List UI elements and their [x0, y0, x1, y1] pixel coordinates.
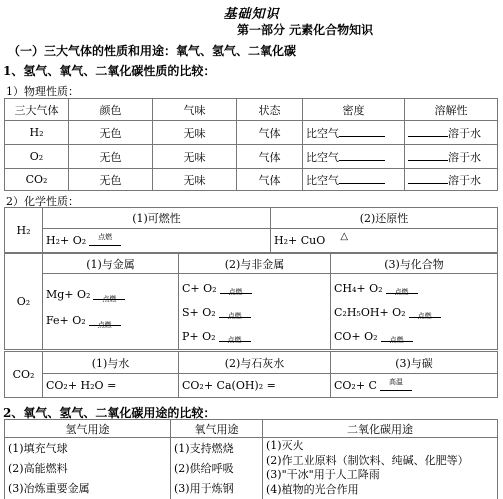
solubility-value: 溶于水 [448, 150, 481, 164]
equation-ethanol: C₂H₅OH+ O₂ [334, 306, 406, 319]
h2-prop-reducibility: (2)还原性 [271, 208, 498, 229]
h2-equation-2: H₂+ CuO [274, 234, 326, 247]
header-o2-uses: 氧气用途 [171, 420, 263, 438]
h2-equation-cell [43, 229, 271, 253]
o2-label: O₂ [5, 254, 43, 350]
q1-heading: 1、氢气、氧气、二氧化碳性质的比较： [3, 64, 216, 78]
solubility-blank [408, 127, 448, 137]
co2-prop-carbon: (3)与碳 [331, 352, 498, 374]
section-heading: （一）三大气体的性质和用途：氧气、氢气、二氧化碳 [8, 44, 297, 58]
equation-fe: Fe+ O₂ [46, 314, 86, 327]
o2-nonmetal-cell [179, 274, 331, 350]
physical-heading: 1）物理性质： [6, 85, 79, 98]
ignite-condition [219, 331, 251, 343]
list-item: (2)作工业原料（制饮料、纯碱、化肥等） [266, 453, 469, 467]
part-subtitle: 第一部分 元素化合物知识 [237, 23, 374, 37]
o2-uses-cell [171, 438, 263, 499]
h2-equation-cell [271, 229, 498, 253]
list-item: (1)灭火 [266, 439, 304, 452]
density-cell [303, 121, 405, 145]
table-row [5, 145, 498, 169]
condition-label: 点燃 [227, 312, 242, 320]
condition-label: 点燃 [228, 288, 243, 296]
ignite-condition [381, 331, 413, 343]
equation-s: S+ O₂ [182, 306, 216, 319]
q2-heading: 2、氧气、氢气、二氧化碳用途的比较： [3, 406, 216, 420]
o2-metal-cell [43, 274, 179, 350]
co2-prop-water: (1)与水 [43, 352, 179, 374]
heat-condition [328, 231, 360, 247]
density-blank [339, 174, 385, 184]
header-density: 密度 [303, 99, 405, 121]
list-item: (3)"干冰"用于人工降雨 [266, 468, 380, 481]
solubility-cell [405, 169, 498, 191]
list-item: (2)供给呼吸 [174, 462, 234, 475]
co2-equation-carbon: CO₂+ C [334, 379, 377, 392]
solubility-value: 溶于水 [448, 126, 481, 140]
header-smell: 气味 [153, 99, 237, 121]
solubility-blank [408, 174, 448, 184]
color-value: 无色 [69, 169, 153, 191]
condition-label: 高温 [388, 378, 403, 386]
solubility-value: 溶于水 [448, 173, 481, 187]
density-value: 比空气 [306, 126, 339, 140]
co2-equation-carbon-cell [331, 374, 498, 398]
co2-label: CO₂ [5, 352, 43, 398]
o2-prop-nonmetal: (2)与非金属 [179, 254, 331, 274]
h2-chemical-table [4, 207, 498, 253]
smell-value: 无味 [153, 169, 237, 191]
o2-compound-cell [331, 274, 498, 350]
density-cell [303, 145, 405, 169]
ignite-condition [386, 283, 418, 295]
condition-label: △ [340, 231, 349, 242]
ignite-condition [219, 307, 251, 319]
list-item: (2)高能燃料 [8, 462, 68, 475]
o2-chemical-table [4, 253, 498, 350]
ignite-condition [220, 283, 252, 295]
condition-label: 点燃 [227, 336, 242, 344]
h2-equation-1: H₂+ O₂ [46, 234, 87, 247]
condition-label: 点燃 [102, 295, 117, 303]
equation-mg: Mg+ O₂ [46, 288, 91, 301]
table-row [5, 121, 498, 145]
ignite-condition [409, 307, 441, 319]
chemical-heading: 2）化学性质： [6, 195, 79, 208]
ignite-condition [89, 315, 121, 327]
header-gas: 三大气体 [5, 99, 69, 121]
list-item: (1)填充气球 [8, 442, 68, 455]
h2-prop-combustibility: (1)可燃性 [43, 208, 271, 229]
condition-label: 点燃 [417, 312, 432, 320]
equation-co: CO+ O₂ [334, 330, 378, 343]
density-cell [303, 169, 405, 191]
list-item: (1)支持燃烧 [174, 442, 234, 455]
equation-ch4: CH₄+ O₂ [334, 282, 383, 295]
gas-name: H₂ [5, 121, 69, 145]
gas-name: CO₂ [5, 169, 69, 191]
co2-uses-cell [263, 438, 498, 499]
gas-name: O₂ [5, 145, 69, 169]
density-value: 比空气 [306, 150, 339, 164]
density-value: 比空气 [306, 173, 339, 187]
state-value: 气体 [237, 145, 303, 169]
header-color: 颜色 [69, 99, 153, 121]
physical-header-row [5, 99, 498, 121]
solubility-cell [405, 121, 498, 145]
uses-table [4, 419, 498, 499]
density-blank [339, 127, 385, 137]
h2-uses-cell [5, 438, 171, 499]
co2-chemical-table [4, 351, 498, 398]
solubility-blank [408, 151, 448, 161]
color-value: 无色 [69, 145, 153, 169]
ignite-condition [89, 235, 121, 247]
smell-value: 无味 [153, 145, 237, 169]
co2-prop-limewater: (2)与石灰水 [179, 352, 331, 374]
header-h2-uses: 氢气用途 [5, 420, 171, 438]
physical-table [4, 98, 498, 191]
list-item: (4)植物的光合作用 [266, 482, 359, 496]
solubility-cell [405, 145, 498, 169]
list-item: (3)冶炼重要金属 [8, 482, 90, 495]
table-row [5, 169, 498, 191]
o2-prop-metal: (1)与金属 [43, 254, 179, 274]
condition-label: 点燃 [98, 233, 113, 241]
state-value: 气体 [237, 169, 303, 191]
header-solubility: 溶解性 [405, 99, 498, 121]
state-value: 气体 [237, 121, 303, 145]
ignite-condition [93, 289, 125, 301]
equation-c: C+ O₂ [182, 282, 217, 295]
condition-label: 点燃 [389, 336, 404, 344]
header-state: 状态 [237, 99, 303, 121]
o2-prop-compound: (3)与化合物 [331, 254, 498, 274]
h2-label: H₂ [5, 208, 43, 253]
color-value: 无色 [69, 121, 153, 145]
condition-label: 点燃 [394, 288, 409, 296]
page-title: 基础知识 [223, 7, 280, 22]
density-blank [339, 151, 385, 161]
high-temp-condition [380, 380, 412, 392]
co2-equation-limewater: CO₂+ Ca(OH)₂ = [179, 374, 331, 398]
header-co2-uses: 二氧化碳用途 [263, 420, 498, 438]
list-item: (3)用于炼钢 [174, 482, 234, 495]
co2-equation-water: CO₂+ H₂O = [43, 374, 179, 398]
condition-label: 点燃 [97, 321, 112, 329]
equation-p: P+ O₂ [182, 330, 216, 343]
smell-value: 无味 [153, 121, 237, 145]
